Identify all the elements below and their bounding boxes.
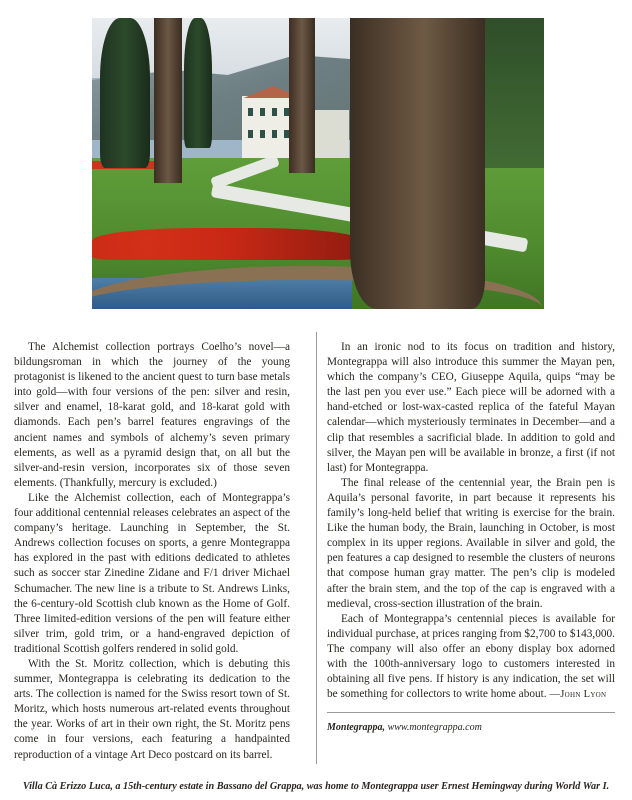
villa-photo [92,18,544,309]
photo-tree-trunk [154,18,182,183]
paragraph: The Alchemist collection portrays Coelho’s novel—a bildungsroman in which the journey of the young protagonist is likened to the ancient quest to turn base metals into gold—with four versions of the pen: silver and resin, silver and enamel, 18-karat gold, and 18-karat gold with diamonds. Each pen’s barrel features engravings of the ancient names and symbols of alchemy’s seven primary elements, as well as a pyramid design that, on all but the silver-and-resin version, incorporates six of those seven elements. (Thankfully, mercury is excluded.) [14,341,290,489]
article-column-left [14,340,290,763]
credit-brand: Montegrappa, [327,722,386,734]
paragraph [327,612,615,703]
photo-flower-bed [92,228,362,260]
photo-cypress [100,18,150,168]
author-byline: —John Lyon [549,689,607,701]
paragraph-text: Each of Montegrappa’s centennial pieces is available for individual purchase, at prices ranging from $2,700 to $143,000. The company will also offer an ebony display box adorned with the 100th-anniversary logo to customers interested in obtaining all five pens. If history is any indication, the set will be something for collectors to write home about. [327,612,616,701]
paragraph: With the St. Moritz collection, which is debuting this summer, Montegrappa is celebrating its dedication to the arts. The collection is named for the Swiss resort town of St. Moritz, which hosts numerous art-related events throughout the year. Works of art in their own right, the St. Moritz pens come in four versions, each featuring a handpainted reproduction of a vintage Art Deco postcard on its barrel. [14,657,290,761]
column-divider [316,332,317,764]
credit-rule [327,712,615,713]
paragraph: In an ironic nod to its focus on tradition and history, Montegrappa will also introduce this summer the Mayan pen, which the company’s CEO, Giuseppe Aquila, quips “may be the last pen you ever use.” Each piece will be adorned with a hand-etched or lost-wax-casted replica of the fateful Mayan calendar—which mysteriously terminates in December—and a clip that resembles a sacrificial blade. In addition to gold and silver, the Mayan pen will be available in bronze, a first (if not last) for Montegrappa. [327,341,615,474]
photo-tree-trunk [289,18,315,173]
paragraph: Like the Alchemist collection, each of Montegrappa’s four additional centennial releases celebrates an aspect of the company’s heritage. Launching in September, the St. Andrews collection focuses on sports, a genre Montegrappa has explored in the past with editions dedicated to athletes such as soccer star Zinedine Zidane and F/1 driver Michael Schumacher. The new line is a tribute to St. Andrews Links, the 6-century-old Scottish club known as the Home of Golf. Three limited-edition versions of the pen will feature either silver trim, gold trim, or a hand-engraved depiction of traditional Scottish golfers rendered in solid gold. [14,491,291,655]
article-column-right [327,340,615,735]
credit-url[interactable]: www.montegrappa.com [387,722,482,734]
paragraph: The final release of the centennial year, the Brain pen is Aquila’s personal favorite, in part because it represents his family’s long-held belief that writing is exercise for the brain. Like the human body, the Brain, launching in October, is most complex in its upper regions. Available in silver and gold, the pen features a cap designed to resemble the clusters of neurons that compose human gray matter. The pen’s clip is modeled after the brain stem, and the top of the cap is engraved with a medieval, cross-section illustration of the brain. [327,476,615,610]
photo-large-tree-trunk [350,18,485,309]
photo-cypress [184,18,212,148]
source-credit [327,720,615,735]
photo-caption: Villa Cà Erizzo Luca, a 15th-century estate in Bassano del Grappa, was home to Montegrappa user Ernest Hemingway during World War I. [22,781,610,792]
